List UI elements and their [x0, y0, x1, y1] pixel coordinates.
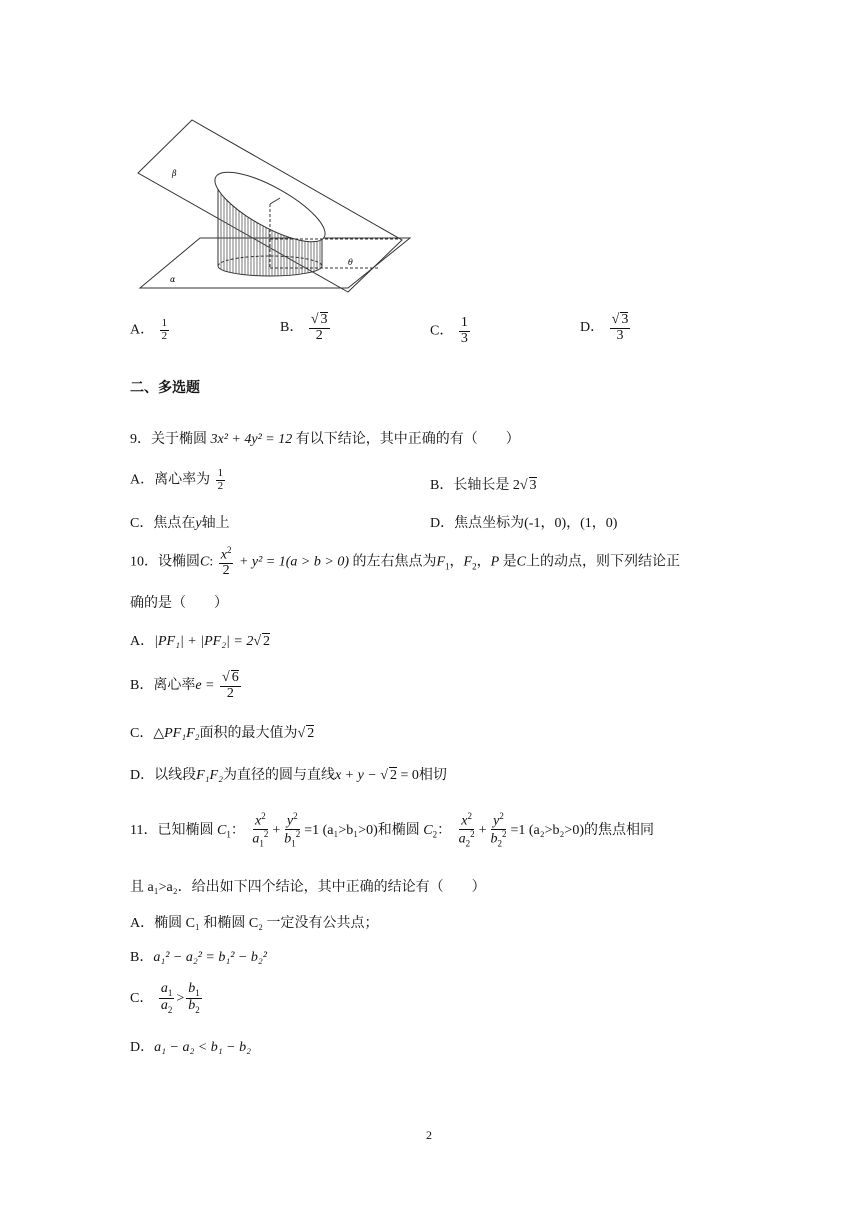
q10-option-c: C．△PF₁F₂面积的最大值为√ 2 — [130, 726, 315, 741]
q9-option-b: B．长轴长是 2√ 3 — [430, 478, 537, 493]
q8-option-a: A． $\frac{1}{2}$ — [130, 317, 168, 342]
q8-option-d: D． $\frac{√ 3}{3}$ — [580, 312, 629, 343]
q9-option-a: A．离心率为 $\frac{1}{2}$ — [130, 467, 224, 492]
q11-stem-line2: 且 a₁>a₂．给出如下四个结论，其中正确的结论有（ ） — [130, 880, 486, 895]
q9-stem: 9．关于椭圆 3x² + 4y² = 12 有以下结论，其中正确的有（ ） — [130, 432, 520, 447]
alpha-label: α — [170, 275, 176, 284]
page-number: 2 — [426, 1128, 432, 1142]
q10-stem-line2: 确的是（ ） — [130, 596, 228, 611]
q8-option-c: C． $\frac{1}{3}$ — [430, 315, 468, 346]
q11-option-b: B．a₁² − a₂² = b₁² − b₂² — [130, 950, 267, 965]
q11-option-c: C． $\frac{a_1}{a_2}$ > $\frac{b_1}{b_2}$ — [130, 981, 200, 1016]
q10-option-d: D．以线段F₁F₂为直径的圆与直线x + y − √ 2 = 0相切 — [130, 768, 447, 783]
q9-option-c: C．焦点在y轴上 — [130, 516, 230, 531]
q11-stem: 11．已知椭圆 $C_1$： $\frac{x^2}{a_1^2}$ + $\frac{y^2}{b_1^2}$ =1 (a₁>b₁>0)和椭圆 $C_2$： $\frac{x^2}{a_2^2}$ + $\frac{y^2}{b_2^2}$ =1 (a₂>b₂>0)的焦点相同 — [130, 811, 654, 849]
theta-label: θ — [348, 258, 353, 267]
q9-option-d: D．焦点坐标为(-1，0)，(1，0) — [430, 516, 618, 531]
geometry-figure — [130, 118, 420, 298]
q11-option-d: D．a₁ − a₂ < b₁ − b₂ — [130, 1040, 251, 1055]
q8-option-b: B． $\frac{√ 3}{2}$ — [280, 312, 328, 343]
q11-option-a: A．椭圆 C₁ 和椭圆 C₂ 一定没有公共点； — [130, 916, 379, 931]
q10-stem: 10．设椭圆C: $\frac{x^2}{2}$ + y² = 1(a > b > 0) 的左右焦点为$F_1$，$F_2$，P 是C上的动点，则下列结论正 — [130, 545, 681, 579]
section-heading: 二、多选题 — [130, 379, 200, 395]
q10-option-b: B．离心率e = $\frac{√ 6}{2}$ — [130, 670, 239, 701]
beta-label: β — [172, 169, 177, 178]
q10-option-a: A．|PF₁| + |PF₂| = 2√ 2 — [130, 634, 271, 649]
